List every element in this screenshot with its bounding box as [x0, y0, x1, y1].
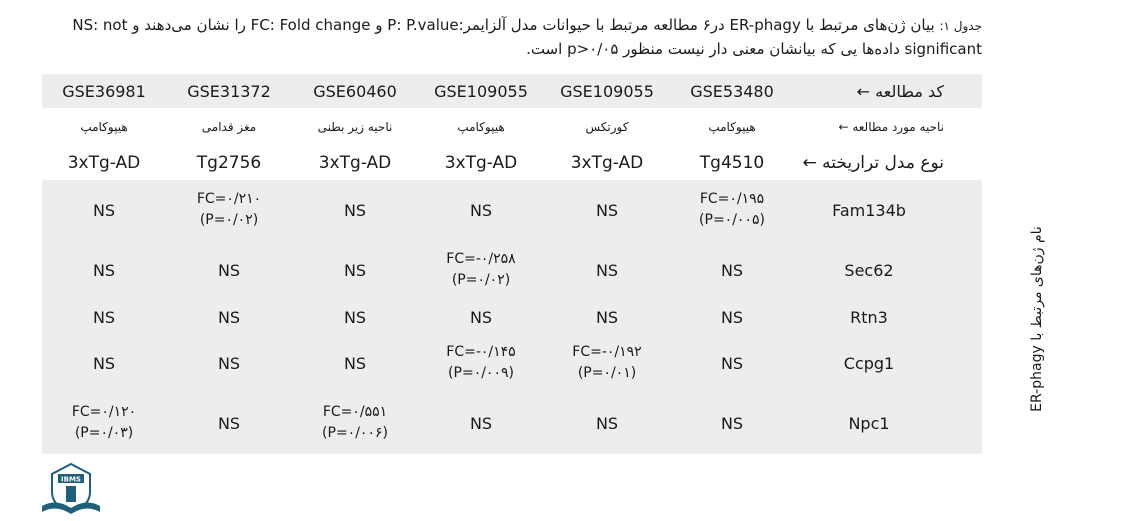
p-value: (P=۰/۰۲): [451, 272, 511, 288]
table-row: [42, 392, 982, 454]
ns-value: NS: [469, 200, 493, 220]
p-value: (P=۰/۰۰۵): [699, 212, 765, 228]
study-code-cell: GSE31372: [166, 74, 292, 108]
value-cell: [42, 300, 166, 334]
value-cell: [292, 300, 418, 334]
ns-value: NS: [217, 413, 241, 433]
study-code-cell: GSE53480: [670, 74, 794, 108]
er-phagy-table: [42, 74, 1045, 454]
region-cell: هیپوکامپ: [457, 120, 505, 134]
value-cell: [418, 392, 544, 454]
fold-change-value: FC=۰/۱۲۰: [71, 404, 137, 420]
value-cell: [166, 240, 292, 300]
ns-value: NS: [343, 353, 367, 373]
value-cell: [292, 240, 418, 300]
fold-change-value: FC=-۰/۲۵۸: [446, 251, 516, 267]
caption-line-1: [40, 14, 982, 38]
study-code-cell: GSE60460: [292, 74, 418, 108]
value-cell: [670, 334, 794, 392]
table-row: [42, 240, 982, 300]
study-code-row: [42, 74, 982, 108]
value-cell: [418, 300, 544, 334]
value-cell: [418, 334, 544, 392]
ns-value: NS: [217, 307, 241, 327]
caption-prefix: جدول ۱:: [939, 19, 982, 33]
region-cell: مغز قدامی: [201, 120, 257, 134]
p-value: (P=۰/۰۱): [577, 365, 637, 381]
study-code-cell: GSE109055: [418, 74, 544, 108]
region-label: ناحیه مورد مطالعه ←: [838, 120, 944, 134]
value-cell: [670, 392, 794, 454]
p-value: (P=۰/۰۰۶): [322, 425, 388, 441]
p-value: (P=۰/۰۰۹): [448, 365, 514, 381]
logo-text: IBMS: [61, 475, 81, 484]
value-cell: [42, 180, 166, 240]
study-code-cell: GSE36981: [42, 74, 166, 108]
ns-value: NS: [343, 200, 367, 220]
ns-value: NS: [343, 307, 367, 327]
model-cell: Tg4510: [699, 153, 765, 173]
ns-value: NS: [343, 260, 367, 280]
region-row: [42, 108, 982, 146]
region-cell: کورتکس: [585, 120, 629, 134]
model-cell: 3xTg-AD: [67, 153, 141, 173]
gene-name: Rtn3: [794, 300, 944, 334]
value-cell: [544, 392, 670, 454]
gene-name: Ccpg1: [794, 334, 944, 392]
ns-value: NS: [595, 260, 619, 280]
ns-value: NS: [217, 260, 241, 280]
value-cell: [166, 334, 292, 392]
ns-value: NS: [595, 200, 619, 220]
study-code-label: کد مطالعه ←: [794, 74, 982, 108]
study-code-cell: GSE109055: [544, 74, 670, 108]
ns-value: NS: [217, 353, 241, 373]
region-cell: ناحیه زیر بطنی: [317, 120, 393, 134]
value-cell: [42, 240, 166, 300]
ns-value: NS: [720, 260, 744, 280]
value-cell: [42, 392, 166, 454]
value-cell: [418, 180, 544, 240]
value-cell: [166, 180, 292, 240]
value-cell: [42, 334, 166, 392]
model-cell: 3xTg-AD: [444, 153, 518, 173]
table-row: [42, 180, 982, 240]
value-cell: [544, 334, 670, 392]
value-cell: [166, 392, 292, 454]
ns-value: NS: [92, 200, 116, 220]
ns-value: NS: [720, 307, 744, 327]
value-cell: [670, 300, 794, 334]
region-cell: هیپوکامپ: [708, 120, 756, 134]
ns-value: NS: [92, 307, 116, 327]
fold-change-value: FC=-۰/۱۹۲: [572, 344, 642, 360]
gene-name: Fam134b: [794, 180, 944, 240]
gene-group-label-cell: [944, 180, 1045, 454]
value-cell: [544, 240, 670, 300]
ns-value: NS: [92, 353, 116, 373]
value-cell: [292, 334, 418, 392]
value-cell: [670, 180, 794, 240]
fold-change-value: FC=-۰/۱۴۵: [446, 344, 516, 360]
table-caption: [40, 14, 982, 61]
fold-change-value: FC=۰/۲۱۰: [196, 191, 262, 207]
model-cell: Tg2756: [196, 153, 262, 173]
ns-value: NS: [595, 413, 619, 433]
p-value: (P=۰/۰۲): [199, 212, 259, 228]
value-cell: [670, 240, 794, 300]
journal-logo-icon: [40, 462, 102, 516]
p-value: (P=۰/۰۳): [74, 425, 134, 441]
table-row: [42, 334, 982, 392]
caption-text-1: بیان ژن‌های مرتبط با ER-phagy در۶ مطالعه مرتبط با حیوانات مدل آلزایمر:P: P.value و FC: Fold change را نشان می‌دهند و NS: not: [72, 16, 935, 34]
ns-value: NS: [92, 260, 116, 280]
model-cell: 3xTg-AD: [318, 153, 392, 173]
gene-name: Sec62: [794, 240, 944, 300]
model-cell: 3xTg-AD: [570, 153, 644, 173]
gene-name: Npc1: [794, 392, 944, 454]
fold-change-value: FC=۰/۱۹۵: [699, 191, 765, 207]
table-row: [42, 300, 982, 334]
region-cell: هیپوکامپ: [80, 120, 128, 134]
model-row: [42, 146, 982, 180]
ns-value: NS: [469, 413, 493, 433]
gene-group-label: نام ژن‌های مرتبط با ER-phagy: [1028, 225, 1045, 412]
model-label: نوع مدل تراریخته ←: [802, 153, 944, 173]
caption-line-2: significant داده‌ها یی که بیانشان معنی دار نیست منظور p>۰/۰۵ است.: [526, 40, 982, 58]
ns-value: NS: [595, 307, 619, 327]
ns-value: NS: [720, 413, 744, 433]
ns-value: NS: [469, 307, 493, 327]
ns-value: NS: [720, 353, 744, 373]
value-cell: [544, 180, 670, 240]
value-cell: [544, 300, 670, 334]
value-cell: [418, 240, 544, 300]
value-cell: [292, 180, 418, 240]
fold-change-value: FC=۰/۵۵۱: [322, 404, 388, 420]
value-cell: [166, 300, 292, 334]
value-cell: [292, 392, 418, 454]
